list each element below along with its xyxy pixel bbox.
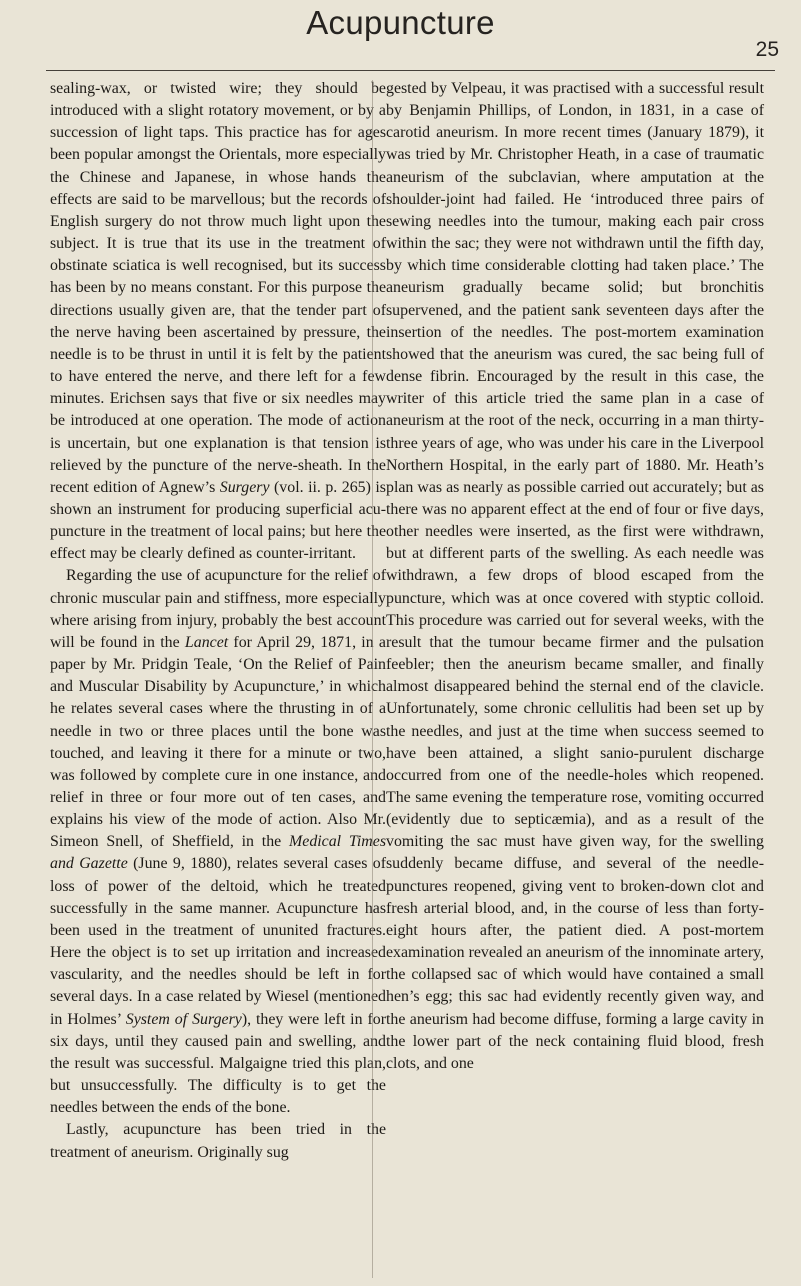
paragraph-text: (June 9, 1880), relates several cases of loss of power of the deltoid, which he treated successfully in the same manner. Acupuncture has been used in the treatment of ununited fractures. Here the object is to set up irritation and increased vascularity, and the needles should be left in for several days. In a case related by Wiesel (mentioned in Holmes’ <box>50 855 386 1028</box>
header-rule <box>46 70 775 71</box>
paragraph-text: (vol. ii. p. 265) is shown an instrument for producing superficial acupuncture in the treatment of local pains; but here the effect may be clearly defined as counter-irritant. <box>50 478 386 563</box>
paragraph-text: for April 29, 1871, in a paper by Mr. Pridgin Teale, ‘On the Relief of Pain and Muscular Disability by Acupuncture,’ in which he relates several cases where the thrusting in of a needle in two or three places until the bone was touched, and leaving it there for a minute or two, was followed by complete cure in one instance, and relief in three or four more out of ten cases, and explains his view of the mode of action. Also Mr. Simeon Snell, of Sheffield, in the <box>50 633 386 851</box>
paragraph-sealing-wax <box>50 78 386 565</box>
left-column <box>50 78 386 1164</box>
paragraph-text: Regarding the use of acupuncture for the relief of chronic muscular pain and stiffness, more especially where arising from injury, probably the best account will be found in the <box>50 567 386 651</box>
paragraph-muscular-pain <box>50 565 386 1119</box>
page-number: 25 <box>755 38 779 61</box>
paragraph-aneurism-cases: gested by Velpeau, it was practised with a successful result by Benjamin Phillips, of London, in 1831, in a case of carotid aneurism. In more recent times (January 1879), it was tried by Mr. Christopher Heath, in a case of traumatic aneurism of the subclavian, where amputation at the shoulder-joint had failed. He ‘introduced three pairs of sewing needles into the tumour, making each pair cross within the sac; they were not withdrawn until the fifth day, by which time considerable clotting had taken place.’ The aneurism gradually became solid; but bronchitis supervened, and the patient sank seventeen days after the insertion of the needles. The post-mortem examination showed that the aneurism was cured, the sac being full of dense fibrin. Encouraged by the result in this case, the writer of this article tried the same plan in a case of aneurism at the root of the neck, occurring in a man thirty-three years of age, who was under his care in the Liverpool Northern Hospital, in the early part of 1880. Mr. Heath’s plan was as nearly as possible carried out accurately; but as there was no apparent effect at the end of four or five days, other needles were inserted, as the first were withdrawn, but at different parts of the swelling. As each needle was withdrawn, a few drops of blood escaped from the puncture, which was at once covered with styptic colloid. This procedure was carried out for several weeks, with the result that the tumour became firmer and the pulsation feebler; then the aneurism became smaller, and finally almost disappeared behind the sternal end of the clavicle. Unfortunately, some chronic cellulitis had been set up by the needles, and just at the time when success seemed to have been attained, a slight sanio-purulent discharge occurred from one of the needle-holes which reopened. The same evening the temperature rose, vomiting occurred (evidently due to septicæmia), and as a result of the vomiting the sac must have given way, for the swelling suddenly became diffuse, and several of the needle-punctures reopened, giving vent to broken-down clot and fresh arterial blood, and, in the course of less than forty-eight hours after, the patient died. A post-mortem examination revealed an aneurism of the innominate artery, the collapsed sac of which would have contained a small hen’s egg; this sac had evidently recently given way, and the aneurism had become diffuse, forming a large cavity in the lower part of the neck containing fluid blood, fresh clots, and one <box>386 80 764 1072</box>
column-gutter <box>372 80 373 1278</box>
italic-title-medical-times: Medical Times and Gazette <box>50 833 386 873</box>
right-column <box>386 78 764 1075</box>
italic-title-surgery: Surgery <box>219 478 270 496</box>
italic-title-lancet: Lancet <box>184 633 229 651</box>
paragraph-text: sealing-wax, or twisted wire; they should be introduced with a slight rotatory movement, or by a succession of light taps. This practice has for ages been popular amongst the Orientals, more especially the Chinese and Japanese, in whose hands the effects are said to be marvellous; but the records of English surgery do not throw much light upon the subject. It is true that its use in the treatment of obstinate sciatica is well recognised, but its success has been by no means constant. For this purpose the directions usually given are, that the tender part of the nerve having been ascertained by pressure, the needle is to be thrust in until it is felt by the patient to have entered the nerve, and there left for a few minutes. Erichsen says that five or six needles may be introduced at one operation. The mode of action is uncertain, but one explanation is that tension is relieved by the puncture of the nerve-sheath. In the recent edition of Agnew’s <box>50 80 386 496</box>
paragraph-text: ), they were left in for six days, until they caused pain and swelling, and the result was successful. Malgaigne tried this plan, but unsuccessfully. The difficulty is to get the needles between the ends of the bone. <box>50 1010 386 1117</box>
italic-title-system-of-surgery: System of Surgery <box>125 1010 242 1028</box>
running-title: Acupuncture <box>306 4 495 41</box>
paragraph-aneurism-intro: Lastly, acupuncture has been tried in the treatment of aneurism. Originally sug <box>50 1121 386 1161</box>
